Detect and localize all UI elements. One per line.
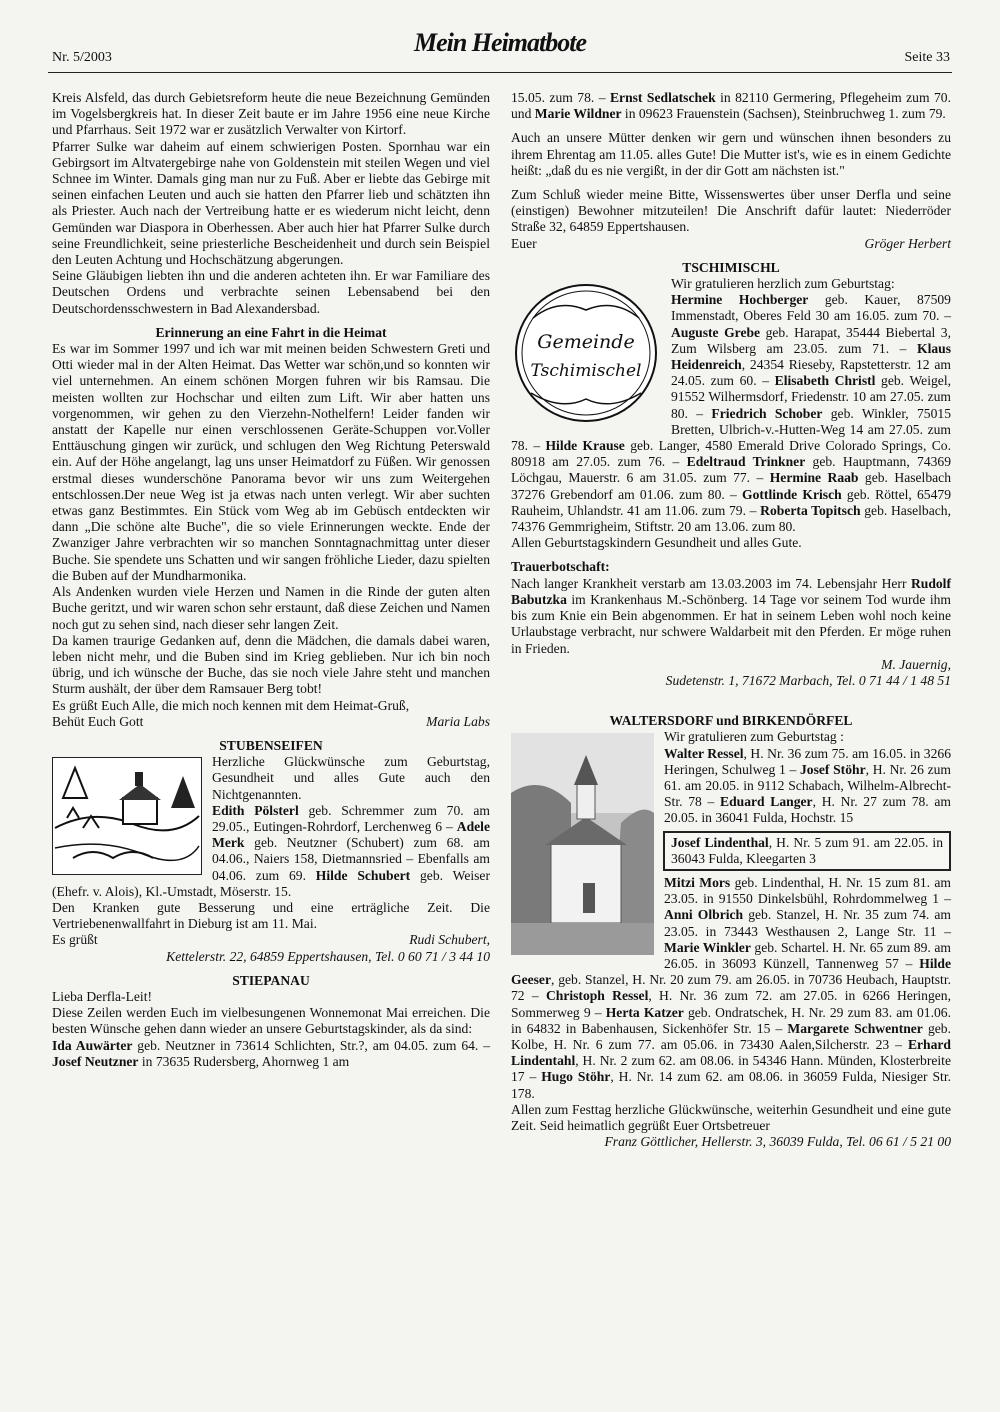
person-name: Herta Katzer xyxy=(605,1004,684,1020)
closing-text: Euer xyxy=(511,235,537,251)
issue-number: Nr. 5/2003 xyxy=(52,50,112,65)
closing-text: Behüt Euch Gott xyxy=(52,713,144,729)
person-name: Hermine Hochberger xyxy=(671,292,809,308)
person-name: Edeltraud Trinkner xyxy=(686,454,806,470)
person-name: Walter Ressel xyxy=(664,745,744,761)
birthday-list: Mitzi Mors geb. Lindenthal, H. Nr. 15 zum 81. am 23.05. in 91550 Dinkelsbühl, Rohrdommelweg 1 – Anni Olbrich geb. Stanzel, H. Nr. 35 zum 74. am 23.05. in 73443 Westhausen 2, Lange Str. 11 – Marie Winkler geb. Schartel. H. Nr. 65 zum 89. am 26.05. in 36093 Künzell, Tannenweg 57 – Hilde Geeser, geb. Stanzel, H. Nr. 20 zum 79. am 26.05. in 70736 Heubach, Hauptstr. 72 – Christoph Ressel, H. Nr. 36 zum 72. am 27.05. in 6266 Heringen, Sommerweg 9 – Herta Katzer geb. Ondratschek, H. Nr. 29 zum 83. am 01.06. in 64832 in Babenhausen, Sickenhöfer Str. 15 – Margarete Schwentner geb. Kolbe, H. Nr. 6 zum 77. am 05.06. in 73430 Aalen,Silcherstr. 23 – Erhard Lindentahl, H. Nr. 2 zum 62. am 08.06. in 54346 Hann. Münden, Klosterbreite 17 – Hugo Stöhr, H. Nr. 14 zum 62. am 08.06. in 36059 Fulda, Niesiger Str. 178. xyxy=(511,874,952,1101)
person-name: Hugo Stöhr xyxy=(541,1069,611,1085)
article-paragraph: Diese Zeilen werden Euch im vielbesungenen Wonnemonat Mai erreichen. Die besten Wünsche gehen dann wieder an unsere Geburtstagskinder, als da sind: xyxy=(52,1005,490,1037)
article-paragraph: Kreis Alsfeld, das durch Gebietsreform heute die neue Bezeichnung Gemünden im Vogelsbergkreis hat. In dieser Zeit baute er im Jahre 1956 eine neue Kirche und Pfarrhaus. Seit 1972 war er zusätzlich Verwalter von Kirtorf. xyxy=(52,90,490,138)
person-name: Josef Stöhr xyxy=(799,761,866,777)
person-name: Ida Auwärter xyxy=(52,1037,133,1053)
person-name: Auguste Grebe xyxy=(671,324,761,340)
article-paragraph: Auch an unsere Mütter denken wir gern und wünschen ihnen besonders zu ihrem Ehrentag am 11.05. alles Gute! Die Mutter ist's, wie es in einem Gedichte heißt: „daß du es nie vergißt, in der dir Gott am nächsten ist." xyxy=(511,130,951,178)
page-number: Seite 33 xyxy=(904,50,950,65)
municipal-stamp-image xyxy=(511,278,661,432)
article-paragraph: Allen zum Festtag herzliche Glückwünsche, weiterhin Gesundheit und eine gute Zeit. Seid heimatlich gegrüßt Euer Ortsbetreuer xyxy=(511,1101,951,1133)
article-paragraph: Als Andenken wurden viele Herzen und Namen in die Rinde der guten alten Buche geritzt, und wir waren schon sehr erstaunt, daß diese Zeichen und Namen noch gut zu sehen sind, nach dieser sehr langen Zeit. xyxy=(52,584,490,632)
article-paragraph: Zum Schluß wieder meine Bitte, Wissenswertes über unser Derfla und seine (einstigen) Bewohner mitzuteilen! Die Anschrift dafür lautet: Niederröder Straße 32, 64859 Eppertshausen. xyxy=(511,187,951,235)
signature-line xyxy=(52,714,490,730)
signature-line xyxy=(511,236,951,252)
person-name: Anni Olbrich xyxy=(664,907,744,923)
closing-text: Es grüßt xyxy=(52,932,98,948)
author-signature: Maria Labs xyxy=(426,713,490,729)
person-name: Elisabeth Christl xyxy=(774,373,876,389)
signature-line xyxy=(52,932,490,948)
obituary-text: Nach langer Krankheit verstarb am 13.03.2003 im 74. Lebensjahr Herr Rudolf Babutzka im Krankenhaus M.-Schönberg. 14 Tage vor seinem Tod wurde ihm bis zum Knie ein Bein abgenommen. Er hat in seinem Leben wohl noch keine Urlaubstage verbracht, nur schwere Waldarbeit mit den Pferden. Er möge ruhen in Frieden. xyxy=(511,575,951,656)
village-sketch-image xyxy=(52,757,202,875)
person-name: Erhard Lindentahl xyxy=(511,1036,951,1069)
stamp-line-1: Gemeinde xyxy=(537,331,635,354)
person-name: Friedrich Schober xyxy=(711,405,823,421)
person-name: Hilde Krause xyxy=(545,438,625,454)
birthday-list: 15.05. zum 78. – Ernst Sedlatschek in 82110 Germering, Pflegeheim zum 70. und Marie Wildner in 09623 Frauenstein (Sachsen), Steinbruchweg 1. zum 79. xyxy=(511,90,952,122)
birthday-list: Hermine Hochberger geb. Kauer, 87509 Immenstadt, Oberes Feld 30 am 16.05. zum 70. – Auguste Grebe geb. Harapat, 35444 Biebertal 3, Zum Wilsberg am 23.05. zum 71. – Klaus Heidenreich, 24354 Rieseby, Rapstetterstr. 12 am 24.05. zum 60. – Elisabeth Christl geb. Weigel, 91552 Wilhermsdorf, Friedenstr. 10 am 27.05. zum 80. – Friedrich Schober geb. Winkler, 75015 Bretten, Ulbrich-v.-Hutten-Weg 14 am 27.05. zum 78. – Hilde Krause geb. Langer, 4580 Emerald Drive Colorado Springs, Co. 80918 am 27.05. zum 76. – Edeltraud Trinkner geb. Hauptmann, 74369 Löchgau, Mauerstr. 6 am 31.05. zum 77. – Hermine Raab geb. Haselbach 37276 Grebendorf am 01.06. zum 80. – Gottlinde Krisch geb. Röttel, 65479 Rauheim, Uhlandstr. 41 am 11.06. zum 79. – Roberta Topitsch geb. Haselbach, 74376 Gemmrigheim, Stiftstr. 20 am 13.06. zum 80. xyxy=(511,292,952,535)
greeting-text: Wir gratulieren zum Geburtstag : xyxy=(664,729,844,745)
left-column xyxy=(52,90,490,1070)
birthday-list: Walter Ressel, H. Nr. 36 zum 75. am 16.05. in 3266 Heringen, Schulweg 1 – Josef Stöhr, H. Nr. 26 zum 61. am 20.05. in 9112 Schabach, Wilhelm-Albrecht-Str. 78 – Eduard Langer, H. Nr. 27 zum 78. am 20.05. in 36041 Fulda, Hochstr. 15 xyxy=(664,745,952,826)
person-name: Mitzi Mors xyxy=(664,874,731,890)
person-name: Hilde Schubert xyxy=(315,867,411,883)
section-heading-waltersdorf: WALTERSDORF und BIRKENDÖRFEL xyxy=(609,713,853,729)
article-paragraph: Es grüßt Euch Alle, die mich noch kennen mit dem Heimat-Gruß, xyxy=(52,697,410,713)
person-name: Edith Pölsterl xyxy=(212,802,299,818)
article-paragraph: Den Kranken gute Besserung und eine erträgliche Zeit. Die Vertriebenenwallfahrt in Dieburg ist am 11. Mai. xyxy=(52,899,490,932)
greeting-text: Wir gratulieren herzlich zum Geburtstag: xyxy=(671,276,895,292)
author-address: Franz Göttlicher, Hellerstr. 3, 36039 Fulda, Tel. 06 61 / 5 21 00 xyxy=(604,1134,951,1150)
person-name: Hilde Geeser xyxy=(511,955,951,988)
author-address: Kettelerstr. 22, 64859 Eppertshausen, Tel. 0 60 71 / 3 44 10 xyxy=(166,948,490,964)
person-name: Ernst Sedlatschek xyxy=(609,90,716,105)
stamp-line-2: Tschimischel xyxy=(530,361,642,382)
salutation: Lieba Derfla-Leit! xyxy=(52,988,153,1004)
header-rule xyxy=(48,72,952,73)
right-column xyxy=(511,90,951,1150)
author-signature: M. Jauernig, xyxy=(881,656,951,672)
article-paragraph: Pfarrer Sulke war daheim auf einem schwierigen Posten. Spornhau war ein Gebirgsort im Altvatergebirge nahe von Goldenstein mit steilen Wegen und viel Schnee im Winter. Damals ging man nur zu Fuß. Aber er liebte das Gebirge mit seinen einfachen Leuten und auch sie hatten den Pfarrer lieb und schätzten ihn als Priester. Auch nach der Vertreibung hatte er es wiederum nicht leicht, denn Gemünden war Diaspora in Oberhessen. Aber auch hier hat Pfarrer Sulke durch seine Freundlichkeit, seine priesterliche Bescheidenheit und durch sein Beispiel den Leuten Achtung und Hochschätzung abgerungen. xyxy=(52,138,490,268)
author-address: Sudetenstr. 1, 71672 Marbach, Tel. 0 71 44 / 1 48 51 xyxy=(665,672,951,688)
section-heading-fahrt: Erinnerung an eine Fahrt in die Heimat xyxy=(155,324,387,340)
obituary-heading: Trauerbotschaft: xyxy=(511,559,610,575)
person-name: Gottlinde Krisch xyxy=(742,486,842,502)
birthday-list: Ida Auwärter geb. Neutzner in 73614 Schlichten, Str.?, am 04.05. zum 64. – Josef Neutzner in 73635 Rudersberg, Ahornweg 1 am xyxy=(52,1037,490,1069)
person-name: Marie Wildner xyxy=(534,106,622,122)
section-heading-stubenseifen: STUBENSEIFEN xyxy=(219,737,323,753)
person-name: Marie Winkler xyxy=(664,939,751,955)
person-name: Roberta Topitsch xyxy=(760,502,861,518)
article-paragraph: Seine Gläubigen liebten ihn und die anderen achteten ihn. Er war Familiare des Deutschen Ordens und verbrachte seinen Lebensabend bei den Deutschordensschwestern in Bad Alexandersbad. xyxy=(52,268,490,316)
person-name: Adele Merk xyxy=(212,818,490,851)
person-name: Klaus Heidenreich xyxy=(671,340,951,373)
person-name: Christoph Ressel xyxy=(545,988,649,1004)
author-signature: Rudi Schubert, xyxy=(409,932,490,948)
greeting-text: Herzliche Glückwünsche zum Geburtstag, Gesundheit und alles Gute auch den Nichtgenannten. xyxy=(212,754,490,802)
person-name: Margarete Schwentner xyxy=(787,1020,923,1036)
masthead-title: Mein Heimatbote xyxy=(413,28,587,57)
section-heading-tschimischl: TSCHIMISCHL xyxy=(682,259,780,275)
highlighted-birthday-box: Josef Lindenthal, H. Nr. 5 zum 91. am 22.05. in 36043 Fulda, Kleegarten 3 xyxy=(663,831,951,871)
chapel-photo xyxy=(511,733,654,955)
author-signature: Gröger Herbert xyxy=(864,235,951,251)
article-paragraph: Da kamen traurige Gedanken auf, denn die Mädchen, die damals dabei waren, leben nicht mehr, und die Buben sind im Krieg geblieben. Nur ich bin noch übrig, und ich wünsche der Buche, das sie noch viele Jahre steht und manchen Sturm aushält, der über dem Ramsauer Berg tobt! xyxy=(52,632,490,697)
section-heading-stiepanau: STIEPANAU xyxy=(232,972,310,988)
person-name: Josef Lindenthal xyxy=(671,834,769,850)
person-name: Rudolf Babutzka xyxy=(511,575,951,607)
birthday-list: Edith Pölsterl geb. Schremmer zum 70. am 29.05., Eutingen-Rohrdorf, Lerchenweg 6 – Adele Merk geb. Neutzner (Schubert) zum 68. am 04.06., Naiers 158, Dietmannsried – Ebenfalls am 04.06. zum 69. Hilde Schubert geb. Weiser (Ehefr. v. Alois), Kl.-Umstadt, Möserstr. 15. xyxy=(52,802,490,899)
article-paragraph: Allen Geburtstagskindern Gesundheit und alles Gute. xyxy=(511,535,802,551)
person-name: Eduard Langer xyxy=(720,794,813,810)
person-name: Hermine Raab xyxy=(769,470,859,486)
article-paragraph: Es war im Sommer 1997 und ich war mit meinen beiden Schwestern Greti und Otti wieder mal in der Alten Heimat. Das Wetter war schön,und so konnten wir viel unternehmen. An einem schönen Morgen fuhren wir bis Ramsau. Die meisten wollten zur Hochschar und eilten zum Lift. Wir aber hatten uns vorgenommen, wir gehen zu den Vierzehn-Nothelfern! Leider fanden wir anstatt der Kapelle nur einen verschlossenen Geräte-Schuppen vor.Voller Enttäuschung gingen wir zurück, und schlugen den Weg Richtung Peterswald ein. Auf der Höhe angelangt, lag uns unser Heimatdorf zu Füßen. Wir genossen erstmal dieses wunderschöne Panorama bevor wir uns zum Weitergehen entschlossen.Der neue Weg ist ja etwas nach unten verlegt. Wir aber suchten etwas ganz Bestimmtes. Ein Stück vom Weg ab im Gebüsch entdeckten wir dann „Die schöne alte Buche", die so viele Erinnerungen weckte. Ende der Zwanziger Jahre verbrachten wir so manchen Sonntagnachmittag unter dieser Buche. Sie spendete uns Schatten und wir sangen fröhliche Lieder, dazu spielten die Buben auf der Mundharmonika. xyxy=(52,341,490,583)
person-name: Josef Neutzner xyxy=(52,1053,139,1069)
